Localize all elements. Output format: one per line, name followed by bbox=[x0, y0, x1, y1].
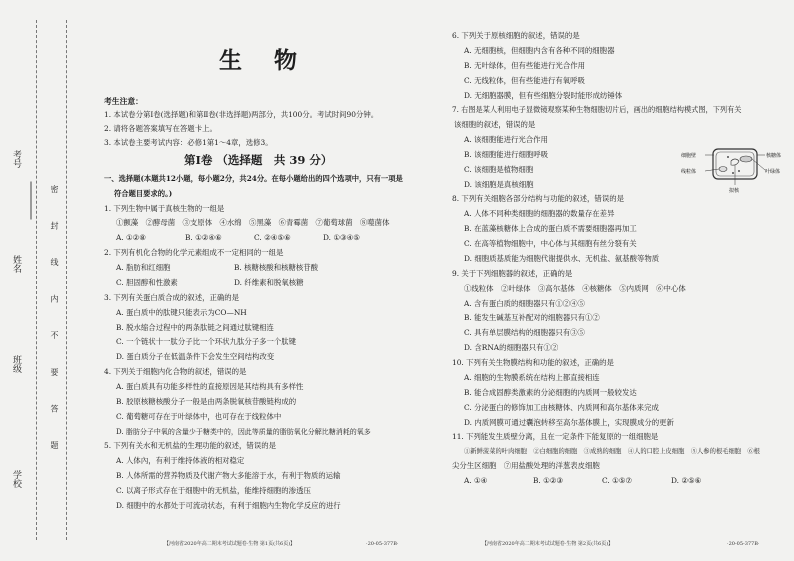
class-label: 班级 bbox=[11, 355, 21, 373]
question-9-items: ①线粒体 ②叶绿体 ③高尔基体 ④核糖体 ⑤内质网 ⑥中心体 bbox=[464, 283, 686, 293]
mitochondrion-shape bbox=[719, 167, 727, 172]
question-11-items: 尖分生区细胞 ⑦用盐酸处理的洋葱表皮细胞 bbox=[452, 460, 600, 470]
question-1-items: ①颤藻 ②酵母菌 ③支原体 ④水绵 ⑤黑藻 ⑥青霉菌 ⑦葡萄球菌 ⑧噬菌体 bbox=[116, 218, 390, 228]
notice-item: 1. 本试卷分第Ⅰ卷(选择题)和第Ⅱ卷(非选择题)两部分，共100分。考试时间90分钟。 bbox=[104, 110, 379, 120]
option: B. 无叶绿体，但有些能进行光合作用 bbox=[464, 60, 585, 70]
seal-line-left bbox=[36, 20, 37, 540]
option: C. 胆固醇和性激素 bbox=[116, 277, 178, 287]
option: A. 脂肪和红细胞 bbox=[116, 263, 171, 272]
footer-code: ·20-05-377B· bbox=[366, 541, 399, 547]
option: B. 核糖核酸和核糖核苷酸 bbox=[234, 263, 319, 272]
option: A. ①②⑧ bbox=[116, 233, 146, 243]
option: B. ①②③ bbox=[533, 475, 564, 485]
option: C. 以离子形式存在于细胞中的无机盐，能维持细胞的渗透压 bbox=[116, 485, 311, 495]
question-1: 1. 下列生物中属于真核生物的一组是 bbox=[104, 203, 225, 213]
school-label: 学校 bbox=[11, 470, 21, 488]
option: A. 该细胞能进行光合作用 bbox=[464, 134, 548, 144]
option: B. 在蓝藻核糖体上合成的蛋白质不需要细胞器再加工 bbox=[464, 224, 637, 234]
question-6: 6. 下列关于原核细胞的叙述，错误的是 bbox=[452, 31, 580, 40]
question-9: 9. 关于下列细胞器的叙述，正确的是 bbox=[452, 268, 573, 278]
option: B. 胶原核糖核酸分子一般是由两条脱氧核苷酸链构成的 bbox=[116, 396, 297, 406]
instruction-line: 符合题目要求的。) bbox=[114, 188, 173, 198]
notice-item: 3. 本试卷主要考试内容：必修1第1～4章，选修3。 bbox=[104, 138, 273, 148]
figure-label: 线粒体 bbox=[681, 169, 697, 175]
figure-label: 核糖体 bbox=[766, 153, 782, 159]
option: B. 人体所需的营养物质及代谢产物大多能溶于水，有利于物质的运输 bbox=[116, 470, 341, 480]
option: C. 具有单层膜结构的细胞器只有③⑤ bbox=[464, 328, 585, 338]
notice-head: 考生注意： bbox=[104, 97, 143, 106]
question-3: 3. 下列有关蛋白质合成的叙述，正确的是 bbox=[104, 292, 240, 302]
ribosome-dot bbox=[732, 172, 734, 174]
option: B. 脱水缩合过程中的两条肽链之间通过肽键相连 bbox=[116, 322, 274, 332]
option: B. 该细胞能进行细胞呼吸 bbox=[464, 149, 549, 159]
question-1-options bbox=[104, 234, 442, 243]
figure-label: 叶绿体 bbox=[765, 169, 781, 175]
question-11-items: ①新鲜菠菜的叶肉细胞 ②白细胞的细胞 ③成熟的细胞 ④人的口腔上皮细胞 ⑤人参的根毛细胞 ⑥根 bbox=[464, 448, 760, 456]
name-label: 姓名 bbox=[11, 255, 21, 273]
option: B. 能发生碱基互补配对的细胞器只有①② bbox=[464, 313, 600, 323]
question-11-options bbox=[452, 477, 788, 486]
question-2-options bbox=[104, 264, 442, 273]
question-7-cont: 该细胞的叙述，错误的是 bbox=[454, 120, 536, 130]
option: B. 能合成固醇类激素的分泌细胞的内质网一般较发达 bbox=[464, 387, 637, 397]
option: C. ②④⑤⑥ bbox=[254, 233, 291, 243]
option: D. 该细胞是真核细胞 bbox=[464, 179, 534, 189]
question-8: 8. 下列有关细胞各部分结构与功能的叙述，错误的是 bbox=[452, 194, 624, 204]
option: C. 葡萄糖可存在于叶绿体中，也可存在于线粒体中 bbox=[116, 411, 282, 421]
question-7: 7. 右图是某人利用电子显微镜观察某种生物细胞切片后，画出的细胞结构模式图，下列有关 bbox=[452, 105, 742, 115]
question-11: 11. 下列能发生质壁分离，且在一定条件下能复原的一组细胞是 bbox=[452, 432, 659, 442]
footer-text: 【河南省2020年高二期末考试试题卷·生物 第1页(共6页)】 bbox=[164, 541, 296, 547]
page-title: 生 物 bbox=[219, 47, 298, 74]
nucleoid-shape bbox=[731, 159, 739, 165]
instruction-line: 一、选择题(本题共12小题，每小题2分，共24分。在每小题给出的四个选项中，只有一项是 bbox=[104, 174, 403, 183]
figure-label: 拟核 bbox=[729, 188, 740, 194]
option: A. 人体不同种类细胞的细胞器的数量存在差异 bbox=[464, 209, 615, 219]
option: C. 分泌蛋白的修饰加工由核糖体、内质网和高尔基体来完成 bbox=[464, 402, 659, 412]
option: D. 细胞质基质能为细胞代谢提供水、无机盐、氨基酸等物质 bbox=[464, 253, 660, 263]
question-4: 4. 下列关于细胞内化合物的叙述，错误的是 bbox=[104, 367, 247, 377]
option: A. 蛋白质具有功能多样性的直接原因是其结构具有多样性 bbox=[116, 382, 304, 391]
notice-item: 2. 请将各题答案填写在答题卡上。 bbox=[104, 124, 217, 134]
option: D. 含RNA的细胞器只有①② bbox=[464, 343, 559, 353]
option: B. ①②④⑥ bbox=[185, 233, 222, 243]
exam-number-line bbox=[31, 182, 32, 220]
option: C. 该细胞是植物细胞 bbox=[464, 164, 534, 174]
question-2-options bbox=[104, 279, 442, 288]
chloroplast-shape bbox=[740, 156, 752, 162]
footer-text: 【河南省2020年高二期末考试试题卷·生物 第2页(共6页)】 bbox=[482, 541, 614, 547]
option: C. 一个链状十一肽分子比一个环状九肽分子多一个肽键 bbox=[116, 337, 297, 347]
ribosome-dot bbox=[738, 170, 740, 172]
option: A. 含有蛋白质的细胞器只有①②④⑤ bbox=[464, 298, 585, 308]
exam-number-label: 考号 bbox=[11, 150, 21, 168]
question-2: 2. 下列有机化合物的化学元素组成不一定相同的一组是 bbox=[104, 248, 284, 258]
figure-label: 细胞壁 bbox=[681, 153, 697, 159]
option: A. 无细胞核，但细胞内含有各种不同的细胞器 bbox=[464, 45, 615, 55]
seal-notice: 密 封 线 内 不 要 答 题 bbox=[50, 185, 59, 462]
option: D. 蛋白质分子在低温条件下会发生空间结构改变 bbox=[116, 352, 275, 362]
section-title: 第Ⅰ卷 （选择题 共 39 分） bbox=[184, 153, 333, 167]
question-5: 5. 下列有关水和无机盐的生理功能的叙述，错误的是 bbox=[104, 441, 276, 451]
option: A. 人体內，有利于维持体液的相对稳定 bbox=[116, 455, 245, 465]
option: A. 细胞的生物膜系统在结构上都直接相连 bbox=[464, 372, 600, 382]
option: D. 纤维素和脱氧核糖 bbox=[234, 277, 304, 287]
footer-code: ·20-05-377B· bbox=[727, 541, 760, 547]
label-line bbox=[705, 169, 719, 171]
option: D. 无细胞器膜，但有些细胞分裂时能形成纺锤体 bbox=[464, 90, 623, 100]
option: A. 蛋白质中的肽键只能表示为CO—NH bbox=[116, 307, 247, 317]
question-10: 10. 下列有关生物膜结构和功能的叙述，正确的是 bbox=[452, 358, 614, 368]
option: D. ②⑤⑥ bbox=[671, 475, 702, 485]
option: D. 脂肪分子中氧的含量少于糖类中的，因此等质量的脂肪氧化分解比糖消耗的氧多 bbox=[116, 427, 371, 436]
option: C. 在高等植物细胞中，中心体与其细胞有丝分裂有关 bbox=[464, 239, 637, 249]
option: D. 内质网膜可通过囊泡转移至高尔基体膜上，实现膜成分的更新 bbox=[464, 417, 674, 427]
option: D. ①③④⑤ bbox=[323, 233, 360, 243]
option: C. 无线粒体，但有些能进行有氧呼吸 bbox=[464, 75, 585, 85]
cell-structure-figure bbox=[681, 143, 785, 195]
option: C. ①⑤⑦ bbox=[602, 475, 632, 485]
ribosome-dot bbox=[727, 156, 729, 158]
seal-line-right bbox=[66, 20, 67, 540]
option: A. ①④ bbox=[464, 475, 488, 485]
option: D. 细胞中的水都处于可流动状态，有利于细胞内生物化学反应的进行 bbox=[116, 500, 341, 510]
